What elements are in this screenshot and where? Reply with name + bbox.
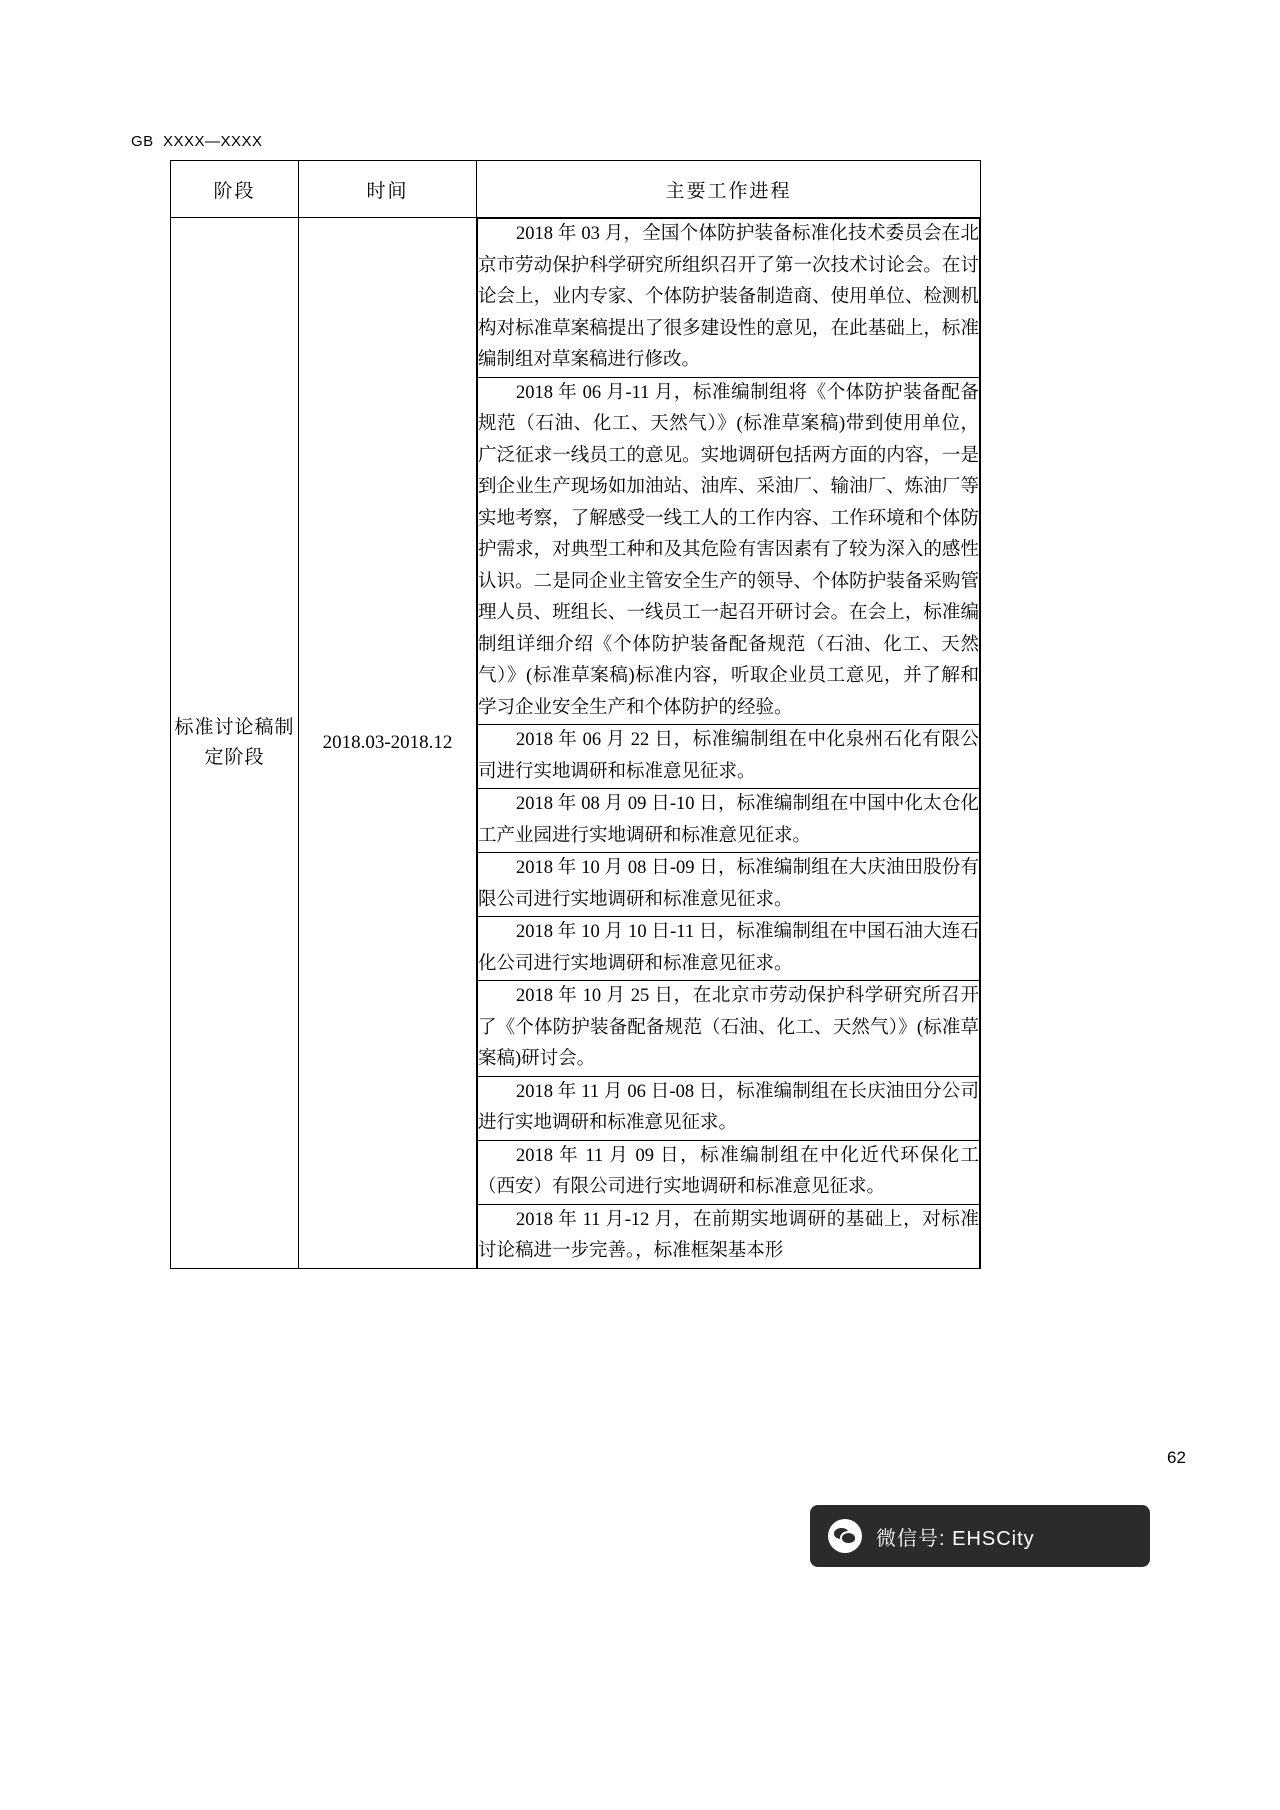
work-entry-text: 2018 年 06 月 22 日，标准编制组在中化泉州石化有限公司进行实地调研和标准意见征求。 — [478, 725, 980, 789]
wechat-icon — [828, 1519, 862, 1553]
work-entry-row — [478, 725, 980, 789]
work-entry-row — [478, 917, 980, 981]
work-entry-row — [478, 1140, 980, 1204]
column-header-time: 时间 — [299, 161, 477, 218]
work-entry-row — [478, 219, 980, 378]
work-progress-table — [170, 160, 981, 1269]
work-entry-text: 2018 年 11 月-12 月，在前期实地调研的基础上，对标准讨论稿进一步完善。，标准框架基本形 — [478, 1204, 980, 1268]
work-entry-row — [478, 1076, 980, 1140]
work-entry-row — [478, 1204, 980, 1268]
work-entry-row — [478, 789, 980, 853]
wechat-label: 微信号: EHSCity — [876, 1527, 1035, 1550]
cell-work — [477, 218, 981, 1269]
work-entry-text: 2018 年 11 月 09 日，标准编制组在中化近代环保化工（西安）有限公司进行实地调研和标准意见征求。 — [478, 1140, 980, 1204]
wechat-watermark — [810, 1505, 1150, 1567]
page-number: 62 — [1167, 1448, 1186, 1467]
cell-stage: 标准讨论稿制定阶段 — [171, 218, 299, 1269]
work-entry-row — [478, 853, 980, 917]
work-entry-row — [478, 377, 980, 725]
work-entry-text: 2018 年 08 月 09 日-10 日，标准编制组在中国中化太仓化工产业园进行实地调研和标准意见征求。 — [478, 789, 980, 853]
work-entry-row — [478, 981, 980, 1077]
work-entry-text: 2018 年 10 月 10 日-11 日，标准编制组在中国石油大连石化公司进行实地调研和标准意见征求。 — [478, 917, 980, 981]
work-entry-text: 2018 年 10 月 25 日，在北京市劳动保护科学研究所召开了《个体防护装备配备规范（石油、化工、天然气）》(标准草案稿)研讨会。 — [478, 981, 980, 1077]
cell-time: 2018.03-2018.12 — [299, 218, 477, 1269]
standard-code-header: GB XXXX—XXXX — [131, 133, 263, 150]
work-entry-text: 2018 年 03 月，全国个体防护装备标准化技术委员会在北京市劳动保护科学研究所组织召开了第一次技术讨论会。在讨论会上，业内专家、个体防护装备制造商、使用单位、检测机构对标准草案稿提出了很多建设性的意见，在此基础上，标准编制组对草案稿进行修改。 — [478, 219, 980, 378]
column-header-work: 主要工作进程 — [477, 161, 981, 218]
work-entries-table — [477, 218, 980, 1268]
table-row — [171, 218, 981, 1269]
column-header-stage: 阶段 — [171, 161, 299, 218]
work-entry-text: 2018 年 10 月 08 日-09 日，标准编制组在大庆油田股份有限公司进行实地调研和标准意见征求。 — [478, 853, 980, 917]
work-entry-text: 2018 年 06 月-11 月，标准编制组将《个体防护装备配备规范（石油、化工、天然气）》(标准草案稿)带到使用单位，广泛征求一线员工的意见。实地调研包括两方面的内容，一是到企业生产现场如加油站、油库、采油厂、输油厂、炼油厂等实地考察，了解感受一线工人的工作内容、工作环境和个体防护需求，对典型工种和及其危险有害因素有了较为深入的感性认识。二是同企业主管安全生产的领导、个体防护装备采购管理人员、班组长、一线员工一起召开研讨会。在会上，标准编制组详细介绍《个体防护装备配备规范（石油、化工、天然气）》(标准草案稿)标准内容，听取企业员工意见，并了解和学习企业安全生产和个体防护的经验。 — [478, 377, 980, 725]
work-entry-text: 2018 年 11 月 06 日-08 日，标准编制组在长庆油田分公司进行实地调研和标准意见征求。 — [478, 1076, 980, 1140]
table-header-row — [171, 161, 981, 218]
